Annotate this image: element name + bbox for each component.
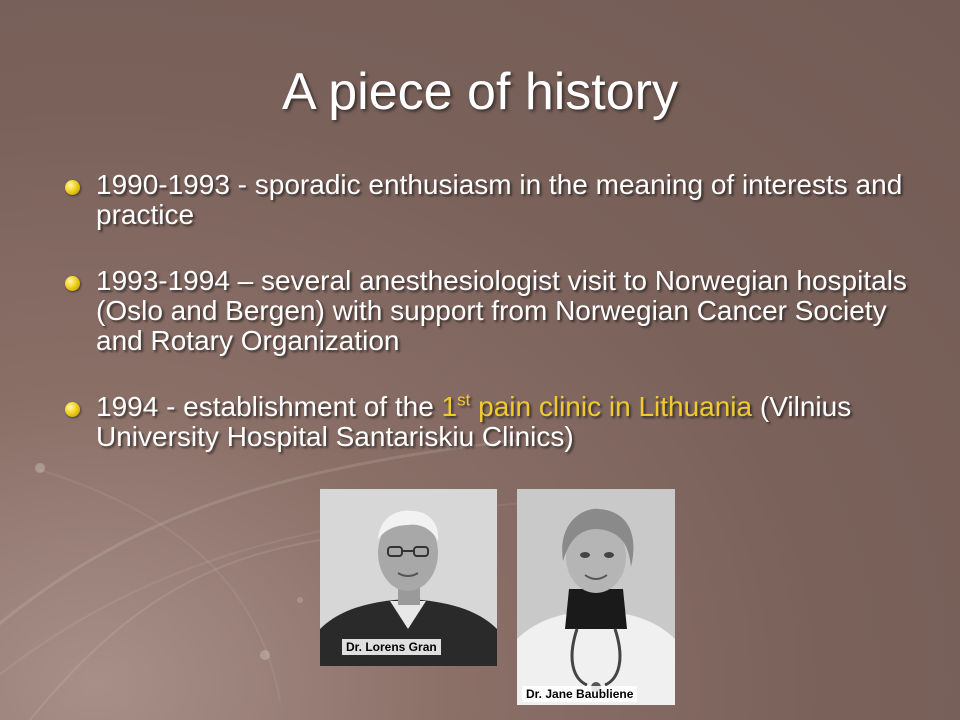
bullet-item-1993-1994 [62,266,912,356]
photo-caption: Dr. Lorens Gran [342,639,441,655]
bullet-dot-icon [65,180,80,195]
bullet-list [62,170,912,452]
bullet-text: 1993-1994 – several anesthesiologist visit to Norwegian hospitals (Oslo and Bergen) with support from Norwegian Cancer Society and Rotary Organization [96,265,907,356]
bullet-dot-icon [65,276,80,291]
bullet-text-prefix: 1994 - establishment of the [96,391,442,422]
bullet-highlight-sup: st [457,390,471,410]
slide-title: A piece of history [282,63,678,121]
bullet-text: 1990-1993 - sporadic enthusiasm in the meaning of interests and practice [96,169,903,230]
bullet-highlight [442,391,753,422]
photo-caption: Dr. Jane Baubliene [522,686,637,702]
bullet-item-1994 [62,392,912,452]
bullet-item-1990-1993 [62,170,912,230]
bullet-dot-icon [65,402,80,417]
bullet-highlight-rest: pain clinic in Lithuania [470,391,753,422]
bullet-text-suffix: (Vilnius University Hospital Santariskiu Clinics) [96,391,852,452]
bullet-highlight-main: 1 [441,391,458,422]
photo-jane-baubliene [517,489,675,705]
